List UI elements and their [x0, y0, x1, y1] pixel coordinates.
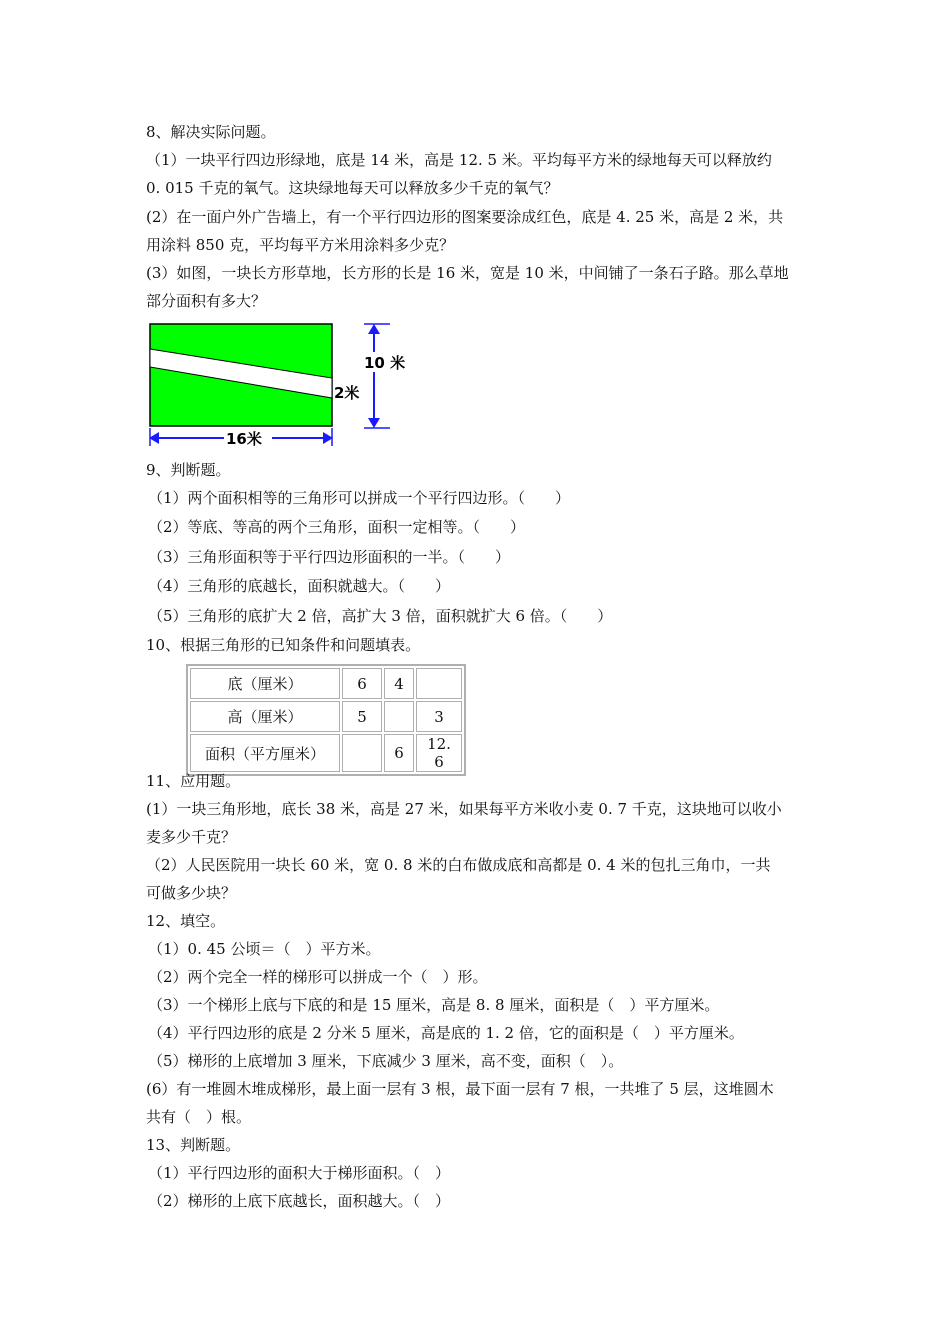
- s8-q1-line2: 0. 015 千克的氧气。这块绿地每天可以释放多少千克的氧气？: [146, 179, 559, 197]
- section-9-title: 9、判断题。: [146, 461, 231, 479]
- s11-q1-line1: (1）一块三角形地，底长 38 米，高是 27 米，如果每平方米收小麦 0. 7 千克，这块地可以收小: [146, 800, 782, 818]
- s8-q2-line2: 用涂料 850 克，平均每平方米用涂料多少克？: [146, 236, 455, 254]
- row-label: 面积（平方厘米）: [190, 734, 340, 772]
- section-13-title: 13、判断题。: [146, 1136, 241, 1154]
- s12-item-1: （1）0. 45 公顷＝（ ）平方米。: [148, 940, 381, 958]
- table-row: [190, 701, 462, 732]
- table-cell: 4: [384, 668, 414, 699]
- section-10-title: 10、根据三角形的已知条件和问题填表。: [146, 636, 421, 654]
- table-cell: [342, 734, 382, 772]
- width-label: 16米: [226, 430, 262, 448]
- s8-q1-line1: （1）一块平行四边形绿地，底是 14 米，高是 12. 5 米。平均每平方米的绿地每天可以释放约: [146, 151, 772, 169]
- lawn-diagram: [146, 318, 416, 450]
- s11-q2-line2: 可做多少块？: [146, 884, 237, 902]
- s8-q3-line1: (3）如图，一块长方形草地，长方形的长是 16 米，宽是 10 米，中间铺了一条石子路。那么草地: [146, 264, 789, 282]
- table-cell: 12. 6: [416, 734, 462, 772]
- table-cell: [384, 701, 414, 732]
- s12-q6-line1: (6）有一堆圆木堆成梯形，最上面一层有 3 根，最下面一层有 7 根，一共堆了 5 层，这堆圆木: [146, 1080, 774, 1098]
- s12-item-4: （4）平行四边形的底是 2 分米 5 厘米，高是底的 1. 2 倍，它的面积是（ ）平方厘米。: [148, 1024, 744, 1042]
- s9-item-3: （3）三角形面积等于平行四边形面积的一半。（ ）: [148, 548, 511, 566]
- s12-item-5: （5）梯形的上底增加 3 厘米，下底减少 3 厘米，高不变，面积（ ）。: [148, 1052, 624, 1070]
- row-label: 底（厘米）: [190, 668, 340, 699]
- s9-item-2: （2）等底、等高的两个三角形，面积一定相等。（ ）: [148, 518, 526, 536]
- s12-item-3: （3）一个梯形上底与下底的和是 15 厘米，高是 8. 8 厘米，面积是（ ）平方厘米。: [148, 996, 720, 1014]
- table-row: [190, 668, 462, 699]
- s9-item-1: （1）两个面积相等的三角形可以拼成一个平行四边形。（ ）: [148, 489, 571, 507]
- s13-item-2: （2）梯形的上底下底越长，面积越大。（ ）: [148, 1192, 451, 1210]
- s13-item-1: （1）平行四边形的面积大于梯形面积。（ ）: [148, 1164, 451, 1182]
- s11-q1-line2: 麦多少千克？: [146, 828, 237, 846]
- table-cell: [416, 668, 462, 699]
- s9-item-4: （4）三角形的底越长，面积就越大。（ ）: [148, 577, 451, 595]
- s12-item-2: （2）两个完全一样的梯形可以拼成一个（ ）形。: [148, 968, 488, 986]
- s12-q6-line2: 共有（ ）根。: [146, 1108, 252, 1126]
- table-cell: 6: [342, 668, 382, 699]
- s8-q3-line2: 部分面积有多大？: [146, 292, 267, 310]
- table-row: [190, 734, 462, 772]
- s8-q2-line1: (2）在一面户外广告墙上，有一个平行四边形的图案要涂成红色，底是 4. 25 米，高是 2 米，共: [146, 208, 784, 226]
- row-label: 高（厘米）: [190, 701, 340, 732]
- table-cell: 6: [384, 734, 414, 772]
- s9-item-5: （5）三角形的底扩大 2 倍，高扩大 3 倍，面积就扩大 6 倍。（ ）: [148, 607, 613, 625]
- road-width-label: 2米: [334, 384, 360, 402]
- section-11-title: 11、应用题。: [146, 772, 241, 790]
- height-arrow-bottom: [368, 418, 380, 428]
- triangle-table: [186, 664, 466, 776]
- table-cell: 3: [416, 701, 462, 732]
- height-arrow-top: [368, 324, 380, 334]
- s11-q2-line1: （2）人民医院用一块长 60 米，宽 0. 8 米的白布做成底和高都是 0. 4 米的包扎三角巾，一共: [146, 856, 771, 874]
- height-label: 10 米: [364, 354, 406, 372]
- table-cell: 5: [342, 701, 382, 732]
- section-8-title: 8、解决实际问题。: [146, 123, 276, 141]
- section-12-title: 12、填空。: [146, 912, 226, 930]
